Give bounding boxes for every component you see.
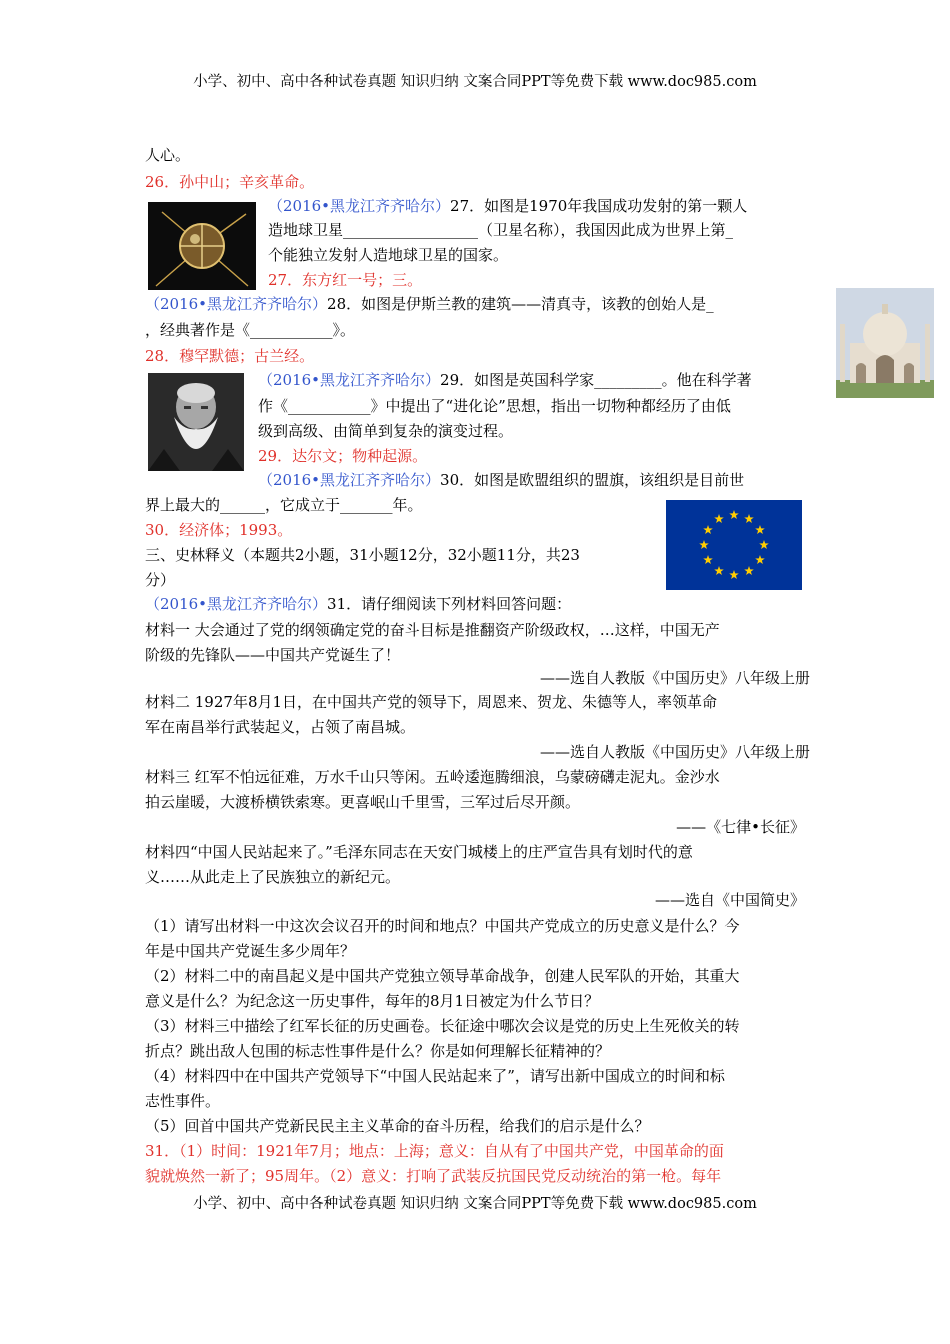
sub-question-2: （2）材料二中的南昌起义是中国共产党独立领导革命战争，创建人民军队的开始，其重大: [145, 967, 740, 985]
question-text: 30．如图是欧盟组织的盟旗，该组织是目前世: [440, 471, 745, 489]
material-1-cont: 阶级的先锋队——中国共产党诞生了！: [145, 646, 401, 664]
question-29-line3: 级到高级、由简单到复杂的演变过程。: [258, 422, 514, 440]
answer-31: 31．（1）时间：1921年7月；地点：上海；意义：自从有了中国共产党，中国革命的面: [145, 1142, 724, 1160]
darwin-portrait-image: [148, 373, 244, 471]
question-text: 27．如图是1970年我国成功发射的第一颗人: [450, 197, 748, 215]
material-2-source: ——选自人教版《中国历史》八年级上册: [539, 743, 810, 761]
material-1-source: ——选自人教版《中国历史》八年级上册: [539, 669, 810, 687]
question-29-line2: 作《___________》中提出了“进化论”思想，指出一切物种都经历了由低: [258, 397, 731, 415]
question-text: 31．请仔细阅读下列材料回答问题：: [327, 595, 572, 613]
source-tag: （2016•黑龙江齐齐哈尔）: [145, 595, 328, 613]
answer-30: 30．经济体；1993。: [145, 521, 293, 539]
material-4-source: ——选自《中国简史》: [654, 891, 805, 909]
section-3-heading: 三、史林释义（本题共2小题，31小题12分，32小题11分，共23: [145, 546, 580, 564]
material-4-cont: 义……从此走上了民族独立的新纪元。: [145, 868, 401, 886]
sub-question-3: （3）材料三中描绘了红军长征的历史画卷。长征途中哪次会议是党的历史上生死攸关的转: [145, 1017, 740, 1035]
material-1: 材料一 大会通过了党的纲领确定党的奋斗目标是推翻资产阶级政权，…这样，中国无产: [145, 621, 720, 639]
sub-question-5: （5）回首中国共产党新民民主主义革命的奋斗历程，给我们的启示是什么？: [145, 1117, 650, 1135]
sub-question-1-cont: 年是中国共产党诞生多少周年？: [145, 942, 356, 960]
answer-28: 28．穆罕默德；古兰经。: [145, 347, 315, 365]
answer-31-cont: 貌就焕然一新了；95周年。（2）意义：打响了武装反抗国民党反动统治的第一枪。每年: [145, 1167, 722, 1185]
question-text: 28．如图是伊斯兰教的建筑——清真寺，该教的创始人是_: [327, 295, 714, 313]
question-31: [145, 594, 571, 614]
page-header: 小学、初中、高中各种试卷真题 知识归纳 文案合同PPT等免费下载 www.doc985.com: [193, 74, 757, 90]
section-3-heading-cont: 分）: [145, 571, 176, 589]
question-30-line2: 界上最大的______，它成立于_______年。: [145, 496, 423, 514]
question-28-line2: ，经典著作是《___________》。: [145, 321, 356, 339]
satellite-image: [148, 202, 256, 290]
answer-26: 26．孙中山；辛亥革命。: [145, 173, 315, 191]
sub-question-1: （1）请写出材料一中这次会议召开的时间和地点？中国共产党成立的历史意义是什么？今: [145, 917, 740, 935]
source-tag: （2016•黑龙江齐齐哈尔）: [258, 471, 441, 489]
source-tag: （2016•黑龙江齐齐哈尔）: [268, 197, 451, 215]
material-3-source: ——《七律•长征》: [676, 818, 805, 836]
question-27-line2: 造地球卫星__________________（卫星名称），我国因此成为世界上第_: [268, 221, 734, 239]
sub-question-3-cont: 折点？跳出敌人包围的标志性事件是什么？你是如何理解长征精神的？: [145, 1042, 611, 1060]
page-footer: 小学、初中、高中各种试卷真题 知识归纳 文案合同PPT等免费下载 www.doc985.com: [193, 1196, 757, 1212]
question-27-line1: [268, 196, 747, 216]
source-tag: （2016•黑龙江齐齐哈尔）: [258, 371, 441, 389]
mosque-image: [836, 288, 934, 398]
material-3-cont: 拍云崖暖，大渡桥横铁索寒。更喜岷山千里雪，三军过后尽开颜。: [145, 793, 581, 811]
material-3: 材料三 红军不怕远征难，万水千山只等闲。五岭逶迤腾细浪，乌蒙磅礴走泥丸。金沙水: [145, 768, 720, 786]
sub-question-4: （4）材料四中在中国共产党领导下“中国人民站起来了”，请写出新中国成立的时间和标: [145, 1067, 725, 1085]
question-28-line1: [145, 294, 714, 314]
sub-question-4-cont: 志性事件。: [145, 1092, 221, 1110]
answer-29: 29．达尔文；物种起源。: [258, 447, 428, 465]
eu-flag-image: [666, 500, 802, 590]
material-4: 材料四“中国人民站起来了。”毛泽东同志在天安门城楼上的庄严宣告具有划时代的意: [145, 843, 693, 861]
sub-question-2-cont: 意义是什么？为纪念这一历史事件，每年的8月1日被定为什么节日？: [145, 992, 600, 1010]
question-27-line3: 个能独立发射人造地球卫星的国家。: [268, 246, 509, 264]
text-line: 人心。: [145, 146, 191, 164]
material-2-cont: 军在南昌举行武装起义，占领了南昌城。: [145, 718, 416, 736]
material-2: 材料二 1927年8月1日，在中国共产党的领导下，周恩来、贺龙、朱德等人，率领革命: [145, 693, 718, 711]
question-text: 29．如图是英国科学家_________。他在科学著: [440, 371, 752, 389]
answer-27: 27．东方红一号；三。: [268, 271, 423, 289]
question-30-line1: [258, 470, 744, 490]
source-tag: （2016•黑龙江齐齐哈尔）: [145, 295, 328, 313]
question-29-line1: [258, 370, 752, 390]
